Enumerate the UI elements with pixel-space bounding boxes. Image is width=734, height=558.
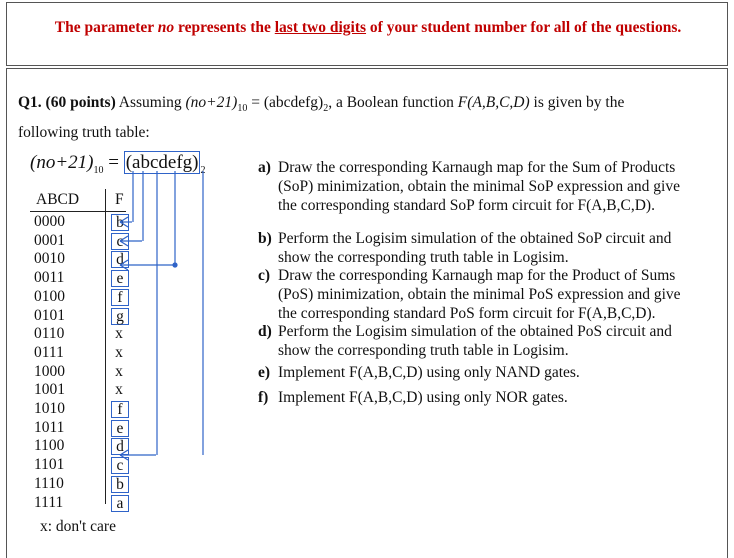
- row-output: f: [111, 289, 129, 306]
- row-input: 0111: [34, 343, 64, 361]
- row-output: e: [111, 420, 129, 437]
- task-label: c): [258, 267, 271, 284]
- row-input: 0010: [34, 250, 65, 268]
- task-text: [278, 388, 710, 407]
- task-line: Implement F(A,B,C,D) using only NOR gates.: [278, 389, 568, 406]
- question-text-b: , a Boolean function: [328, 94, 458, 111]
- row-output: c: [111, 233, 129, 250]
- row-input: 0100: [34, 287, 65, 305]
- header-abcd: ABCD: [36, 191, 80, 208]
- row-input: 1001: [34, 381, 65, 399]
- row-input: 0110: [34, 325, 65, 343]
- task-text: [278, 158, 710, 215]
- notice-no: no: [157, 19, 175, 36]
- header-f: F: [115, 191, 124, 208]
- row-input: 1101: [34, 456, 65, 474]
- task-label: e): [258, 364, 271, 381]
- task-text: [278, 229, 710, 267]
- question-text-c: is given by the: [529, 94, 625, 111]
- row-input: 1111: [34, 493, 64, 511]
- task-line: (SoP) minimization, obtain the minimal SoP expression and give: [278, 178, 680, 195]
- question-label: Q1. (60 points): [18, 94, 116, 111]
- table-column-rule: [105, 189, 106, 504]
- question-bits: (abcdefg): [263, 94, 324, 111]
- dont-care-legend: x: don't care: [40, 518, 116, 535]
- equation-boxed-bits: (abcdefg): [125, 152, 199, 173]
- task-line: Perform the Logisim simulation of the obtained SoP circuit and: [278, 230, 672, 247]
- row-output: c: [111, 457, 129, 474]
- row-output: x: [115, 325, 123, 343]
- task-label: a): [258, 159, 271, 176]
- row-input: 0011: [34, 269, 65, 287]
- row-output: x: [115, 381, 123, 399]
- notice-mid: represents the: [174, 19, 275, 36]
- equation-sub10: 10: [93, 164, 104, 176]
- row-output: g: [111, 308, 129, 325]
- question-expr: (no+21): [185, 94, 238, 111]
- row-output: f: [111, 401, 129, 418]
- row-input: 1011: [34, 418, 65, 436]
- task-line: Perform the Logisim simulation of the obtained PoS circuit and: [278, 323, 672, 340]
- question-text: [18, 91, 718, 145]
- notice-underlined: last two digits: [274, 19, 367, 36]
- equation-lhs: (no+21): [30, 152, 94, 173]
- task-text: [278, 266, 710, 323]
- row-output: e: [111, 270, 129, 287]
- question-eq: =: [247, 94, 264, 111]
- row-output: x: [115, 343, 123, 361]
- row-input: 1100: [34, 437, 65, 455]
- row-output: x: [115, 362, 123, 380]
- task-line: show the corresponding truth table in Logisim.: [278, 249, 569, 266]
- task-line: the corresponding standard SoP form circuit for F(A,B,C,D).: [278, 197, 655, 214]
- task-text: [278, 363, 710, 382]
- question-base10: 10: [237, 103, 248, 115]
- row-output: d: [111, 438, 129, 455]
- row-output: b: [111, 214, 129, 231]
- task-line: Implement F(A,B,C,D) using only NAND gates.: [278, 364, 580, 381]
- equation-heading: [30, 152, 205, 176]
- equation-eq: =: [103, 152, 124, 173]
- task-line: Draw the corresponding Karnaugh map for the Sum of Products: [278, 159, 676, 176]
- notice-text: [7, 19, 729, 37]
- table-header-rule: [30, 211, 126, 212]
- row-input: 1000: [34, 362, 65, 380]
- task-label: f): [258, 389, 269, 406]
- row-output: a: [111, 495, 129, 512]
- task-text: [278, 322, 710, 360]
- row-output: d: [111, 251, 129, 268]
- question-line2: following truth table:: [18, 124, 150, 142]
- header-frame: [6, 2, 728, 66]
- question-base2: 2: [323, 103, 329, 115]
- notice-post: of your student number for all of the questions.: [366, 19, 682, 36]
- row-input: 1010: [34, 400, 65, 417]
- question-func: F(A,B,C,D): [457, 94, 530, 111]
- row-input: 1110: [34, 474, 64, 492]
- task-label: d): [258, 323, 272, 340]
- row-input: 0101: [34, 306, 65, 324]
- row-input: 0000: [34, 213, 65, 230]
- task-line: (PoS) minimization, obtain the minimal PoS expression and give: [278, 286, 681, 303]
- task-line: Draw the corresponding Karnaugh map for the Product of Sums: [278, 267, 676, 284]
- row-input: 0001: [34, 231, 65, 249]
- notice-pre: The parameter: [54, 19, 158, 36]
- question-text-a: Assuming: [115, 94, 186, 111]
- task-line: show the corresponding truth table in Logisim.: [278, 342, 569, 359]
- task-line: the corresponding standard PoS form circuit for F(A,B,C,D).: [278, 305, 656, 322]
- row-output: b: [111, 476, 129, 493]
- task-label: b): [258, 230, 272, 247]
- equation-sub2: 2: [200, 164, 206, 176]
